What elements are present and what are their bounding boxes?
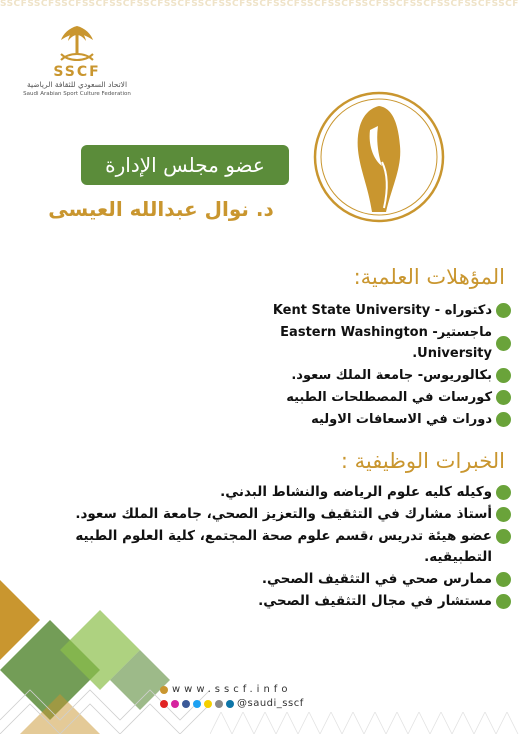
sscf-logo bbox=[12, 22, 142, 98]
footer-website: www.sscf.info bbox=[160, 684, 360, 695]
logo-arabic-name: الاتحاد السعودي للثقافة الرياضية bbox=[26, 80, 128, 89]
web-icon bbox=[160, 686, 168, 694]
bullet-icon bbox=[496, 390, 511, 405]
list-item: مستشار في مجال التثقيف الصحي. bbox=[11, 591, 511, 612]
bullet-icon bbox=[496, 485, 511, 500]
experience-title: الخبرات الوظيفية : bbox=[340, 449, 505, 473]
qualifications-title: المؤهلات العلمية: bbox=[353, 265, 505, 289]
bottom-lattice-pattern bbox=[210, 712, 521, 734]
header-pattern: SSCFSSCFSSCFSSCFSSCFSSCFSSCFSSCFSSCFSSCFSSCFSSCFSSCFSSCFSSCFSSCFSSCFSSCFSSCF bbox=[0, 0, 519, 9]
snapchat-icon bbox=[204, 700, 212, 708]
list-item: ماجستير- Eastern Washington University. bbox=[211, 322, 511, 364]
telegram-icon bbox=[215, 700, 223, 708]
list-item: دورات في الاسعافات الاوليه bbox=[211, 409, 511, 430]
footer-social: @saudi_sscf bbox=[160, 698, 360, 709]
person-name: د. نوال عبدالله العيسى bbox=[48, 197, 274, 221]
logo-acronym: SSCF bbox=[53, 64, 101, 80]
list-item: عضو هيئة تدريس ،قسم علوم صحة المجتمع، كلية العلوم الطبيه التطبيقيه. bbox=[11, 526, 511, 568]
qualifications-list bbox=[211, 300, 511, 431]
palm-swords-icon bbox=[55, 22, 99, 64]
twitter-icon bbox=[193, 700, 201, 708]
youtube-icon bbox=[160, 700, 168, 708]
bullet-icon bbox=[496, 303, 511, 318]
bullet-icon bbox=[496, 507, 511, 522]
role-badge: عضو مجلس الإدارة bbox=[81, 145, 289, 185]
bullet-icon bbox=[496, 594, 511, 609]
bullet-icon bbox=[496, 336, 511, 351]
list-item: دكتوراه - Kent State University bbox=[211, 300, 511, 321]
list-item: أستاذ مشارك في التثقيف والتعزيز الصحي، جامعة الملك سعود. bbox=[11, 504, 511, 525]
logo-english-name: Saudi Arabian Sport Culture Federation bbox=[23, 91, 131, 97]
list-item: ممارس صحي في التثقيف الصحي. bbox=[11, 569, 511, 590]
bullet-icon bbox=[496, 412, 511, 427]
bullet-icon bbox=[496, 368, 511, 383]
list-item: بكالوريوس- جامعة الملك سعود. bbox=[211, 365, 511, 386]
instagram-icon bbox=[171, 700, 179, 708]
footer bbox=[160, 684, 360, 709]
list-item: كورسات في المصطلحات الطبيه bbox=[211, 387, 511, 408]
list-item: وكيله كليه علوم الرياضه والنشاط البدني. bbox=[11, 482, 511, 503]
portrait-illustration bbox=[312, 90, 446, 224]
facebook-icon bbox=[182, 700, 190, 708]
linkedin-icon bbox=[226, 700, 234, 708]
bullet-icon bbox=[496, 572, 511, 587]
bullet-icon bbox=[496, 529, 511, 544]
